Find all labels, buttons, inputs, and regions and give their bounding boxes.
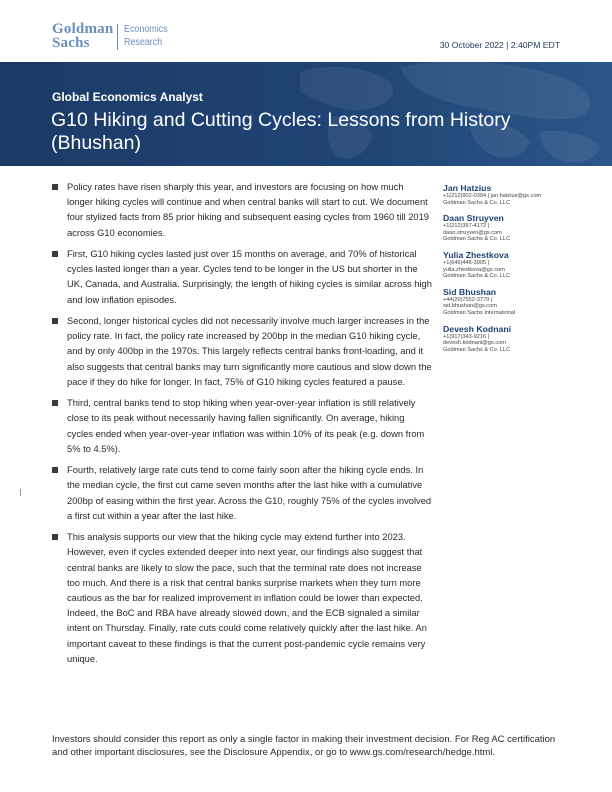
author-name: Daan Struyven — [443, 213, 504, 224]
page-title: G10 Hiking and Cutting Cycles: Lessons from History (Bhushan) — [51, 109, 511, 154]
division-line-1: Economics — [124, 23, 168, 35]
author-contact: +1(646)446-3905 | — [443, 259, 490, 266]
list-item — [52, 463, 432, 524]
bullet-text: This analysis supports our view that the hiking cycle may extend further into 2023. However, even if cycles extended deeper into next year, our findings also suggest that central banks are likely to slow the pace, such that the terminal rate does not increase too much. And there is a risk that central banks surprise markets when they turn more cautious as the bar for realized improvement in inflation could be lower than expected. Indeed, the BoC and RBA have already slowed down, and the ECB signaled a similar intent on Thursday. Finally, rate cuts could come relatively quickly after the last hike. An important caveat to these findings is that the current post-pandemic cycle remains very unique. — [67, 532, 427, 664]
goldman-sachs-logo — [52, 22, 113, 50]
author-firm: Goldman Sachs International — [443, 309, 516, 316]
author-name: Devesh Kodnani — [443, 323, 512, 334]
author-contact: +1(917)343-9216 | — [443, 333, 490, 340]
key-points-list — [52, 180, 432, 673]
bullet-text: Third, central banks tend to stop hiking when year-over-year inflation is still relatively close to its peak without necessarily having fallen significantly. On average, hiking cycles ended when year-over-year inflation was within 10% of its peak (e.g. down from 5% to 4.5%). — [67, 398, 425, 454]
square-bullet-icon — [52, 467, 58, 473]
logo-line-1: Goldman — [52, 21, 114, 37]
author-firm: Goldman Sachs & Co. LLC — [443, 273, 511, 280]
division-line-2: Research — [124, 35, 163, 48]
list-item — [52, 314, 432, 390]
list-item — [52, 530, 432, 667]
author-contact: +1(212)357-4172 | — [443, 223, 490, 230]
square-bullet-icon — [52, 534, 58, 540]
author-firm: Goldman Sachs & Co. LLC — [443, 346, 511, 353]
division-label — [124, 23, 168, 48]
author-firm: Goldman Sachs & Co. LLC — [443, 199, 511, 206]
author-email[interactable]: yulia.zhestkova@gs.com — [443, 266, 505, 273]
logo-divider — [117, 24, 118, 50]
logo-line-2: Sachs — [52, 35, 90, 51]
series-label: Global Economics Analyst — [52, 90, 203, 104]
report-header — [0, 0, 612, 62]
bullet-text: First, G10 hiking cycles lasted just over 15 months on average, and 70% of historical cycles lasted longer than a year. Cycles tend to be longer in the US but shorter in the UK, Canada, and Australia. Surprisingly, the length of hiking cycles is similar across high and low inflation episodes. — [67, 249, 432, 305]
author-email[interactable]: devesh.kodnani@gs.com — [443, 340, 506, 347]
author-block — [443, 324, 563, 354]
bullet-text: Fourth, relatively large rate cuts tend to come fairly soon after the hiking cycle ends. In the median cycle, the first cut came seven months after the last hike with a cumulative 200bp of easing within the first year. Across the G10, roughly 75% of the cycles involved a first cut within a year after the last hike. — [67, 465, 432, 521]
margin-mark — [20, 489, 21, 496]
list-item — [52, 396, 432, 457]
square-bullet-icon — [52, 318, 58, 324]
author-firm: Goldman Sachs & Co. LLC — [443, 236, 511, 243]
author-contact[interactable]: +1(212)902-0394 | jan.hatzius@gs.com — [443, 193, 542, 199]
author-block — [443, 183, 563, 206]
author-name: Yulia Zhestkova — [443, 249, 509, 260]
author-block — [443, 213, 563, 243]
square-bullet-icon — [52, 400, 58, 406]
publication-date: 30 October 2022 | 2:40PM EDT — [439, 40, 560, 50]
author-block — [443, 250, 563, 280]
author-email[interactable]: sid.bhushan@gs.com — [443, 303, 497, 310]
disclosure-note: Investors should consider this report as only a single factor in making their investment decision. For Reg AC certification and other important disclosures, see the Disclosure Appendix, or go to www.gs.com/research/hedge.html. — [52, 734, 556, 758]
author-sidebar — [443, 183, 563, 360]
author-email[interactable]: daan.struyven@gs.com — [443, 229, 502, 236]
bullet-text: Second, longer historical cycles did not necessarily involve much larger increases in the policy rate. In fact, the policy rate increased by 200bp in the median G10 hiking cycle, and by only 400bp in the 1970s. This largely reflects central banks front-loading, and it also suggests that central banks may turn significantly more cautious and slow down the pace if they do hike for longer. In fact, 75% of G10 hiking cycles featured a pause. — [67, 316, 432, 387]
author-contact: +44(20)7552-3779 | — [443, 296, 493, 303]
list-item — [52, 180, 432, 241]
list-item — [52, 247, 432, 308]
author-name: Jan Hatzius — [443, 183, 492, 193]
author-name: Sid Bhushan — [443, 286, 497, 297]
square-bullet-icon — [52, 184, 58, 190]
square-bullet-icon — [52, 251, 58, 257]
author-block — [443, 287, 563, 317]
bullet-text: Policy rates have risen sharply this year, and investors are focusing on how much longer hiking cycles will continue and when central banks will start to cut. We document four stylized facts from 85 prior hiking and subsequent easing cycles from 1960 till 2019 across G10 economies. — [67, 182, 430, 238]
